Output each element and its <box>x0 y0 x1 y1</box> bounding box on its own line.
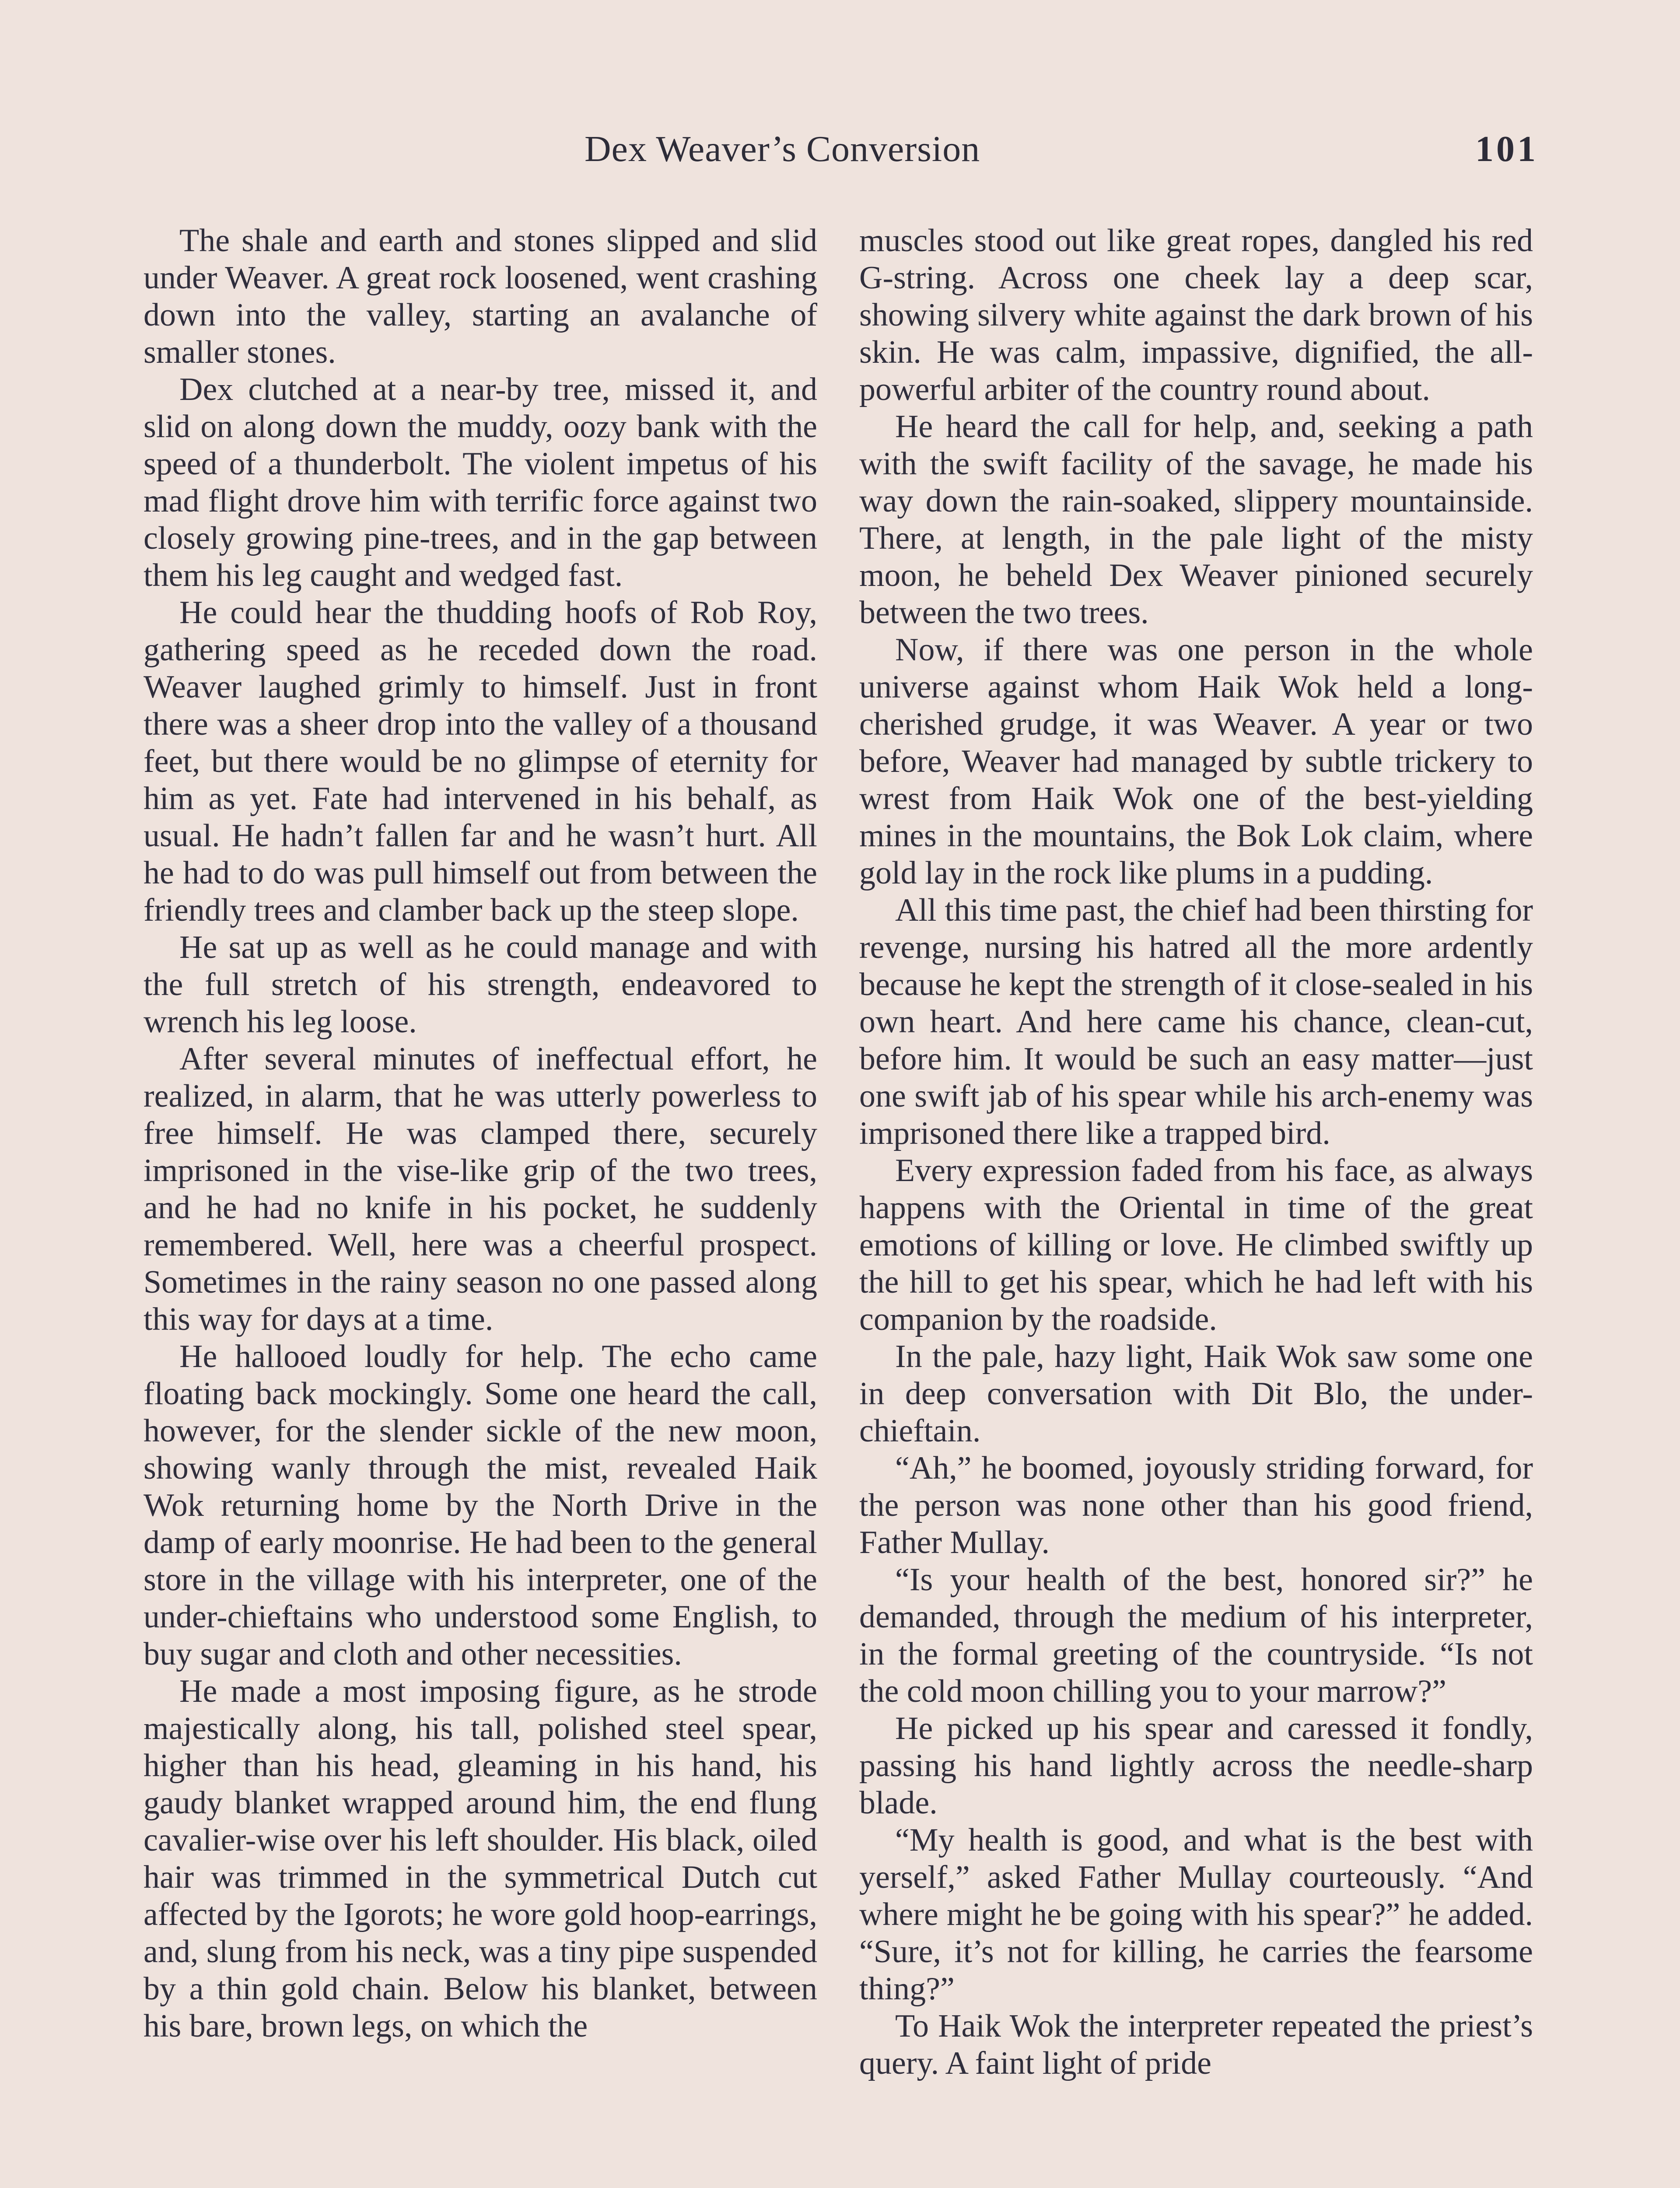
running-header-title: Dex Weaver’s Conversion <box>584 129 980 169</box>
left-text-column <box>144 222 817 2045</box>
page-number: 101 <box>1475 129 1538 169</box>
paragraph: To Haik Wok the interpreter repeated the priest’s query. A faint light of pride <box>859 2008 1533 2081</box>
paragraph: He hallooed loudly for help. The echo came floating back mockingly. Some one heard the call, however, for the slender sickle of the new moon, showing wanly through the mist, revealed Haik Wok returning home by the North Drive in the damp of early moonrise. He had been to the general store in the village with his interpreter, one of the under-chieftains who understood some English, to buy sugar and cloth and other necessities. <box>144 1339 817 1672</box>
paragraph: He picked up his spear and caressed it fondly, passing his hand lightly across the needle-sharp blade. <box>859 1711 1533 1821</box>
paragraph: He made a most imposing figure, as he strode majestically along, his tall, polished steel spear, higher than his head, gleaming in his hand, his gaudy blanket wrapped around him, the end flung cavalier-wise over his left shoulder. His black, oiled hair was trimmed in the symmetrical Dutch cut affected by the Igorots; he wore gold hoop-earrings, and, slung from his neck, was a tiny pipe suspended by a thin gold chain. Below his blanket, between his bare, brown legs, on which the <box>144 1673 817 2044</box>
paragraph: Dex clutched at a near-by tree, missed it, and slid on along down the muddy, oozy bank with the speed of a thunderbolt. The violent impetus of his mad flight drove him with terrific force against two closely growing pine-trees, and in the gap between them his leg caught and wedged fast. <box>144 372 817 593</box>
paragraph: He sat up as well as he could manage and with the full stretch of his strength, endeavored to wrench his leg loose. <box>144 929 817 1040</box>
right-text-column <box>859 222 1533 2082</box>
paragraph: “Is your health of the best, honored sir?” he demanded, through the medium of his interpreter, in the formal greeting of the countryside. “Is not the cold moon chilling you to your marrow?” <box>859 1562 1533 1709</box>
paragraph-continuation: muscles stood out like great ropes, dangled his red G-string. Across one cheek lay a deep scar, showing silvery white against the dark brown of his skin. He was calm, impassive, dignified, the all-powerful arbiter of the country round about. <box>859 223 1533 407</box>
paragraph: “My health is good, and what is the best with yerself,” asked Father Mullay courteously. “And where might he be going with his spear?” he added. “Sure, it’s not for killing, he carries the fearsome thing?” <box>859 1822 1533 2007</box>
paragraph: Every expression faded from his face, as always happens with the Oriental in time of the great emotions of killing or love. He climbed swiftly up the hill to get his spear, which he had left with his companion by the roadside. <box>859 1153 1533 1337</box>
paragraph: The shale and earth and stones slipped and slid under Weaver. A great rock loosened, went crashing down into the valley, starting an avalanche of smaller stones. <box>144 223 817 370</box>
paragraph: In the pale, hazy light, Haik Wok saw some one in deep conversation with Dit Blo, the under-chieftain. <box>859 1339 1533 1449</box>
paragraph: He heard the call for help, and, seeking a path with the swift facility of the savage, he made his way down the rain-soaked, slippery mountainside. There, at length, in the pale light of the misty moon, he beheld Dex Weaver pinioned securely between the two trees. <box>859 409 1533 631</box>
paragraph: He could hear the thudding hoofs of Rob Roy, gathering speed as he receded down the road. Weaver laughed grimly to himself. Just in front there was a sheer drop into the valley of a thousand feet, but there would be no glimpse of eternity for him as yet. Fate had intervened in his behalf, as usual. He hadn’t fallen far and he wasn’t hurt. All he had to do was pull himself out from between the friendly trees and clamber back up the steep slope. <box>144 595 817 928</box>
paragraph: “Ah,” he boomed, joyously striding forward, for the person was none other than his good friend, Father Mullay. <box>859 1450 1533 1560</box>
paragraph: After several minutes of ineffectual effort, he realized, in alarm, that he was utterly powerless to free himself. He was clamped there, securely imprisoned in the vise-like grip of the two trees, and he had no knife in his pocket, he suddenly remembered. Well, here was a cheerful prospect. Sometimes in the rainy season no one passed along this way for days at a time. <box>144 1041 817 1337</box>
paragraph: Now, if there was one person in the whole universe against whom Haik Wok held a long-cherished grudge, it was Weaver. A year or two before, Weaver had managed by subtle trickery to wrest from Haik Wok one of the best-yielding mines in the mountains, the Bok Lok claim, where gold lay in the rock like plums in a pudding. <box>859 632 1533 891</box>
paragraph: All this time past, the chief had been thirsting for revenge, nursing his hatred all the more ardently because he kept the strength of it close-sealed in his own heart. And here came his chance, clean-cut, before him. It would be such an easy matter—just one swift jab of his spear while his arch-enemy was imprisoned there like a trapped bird. <box>859 892 1533 1151</box>
